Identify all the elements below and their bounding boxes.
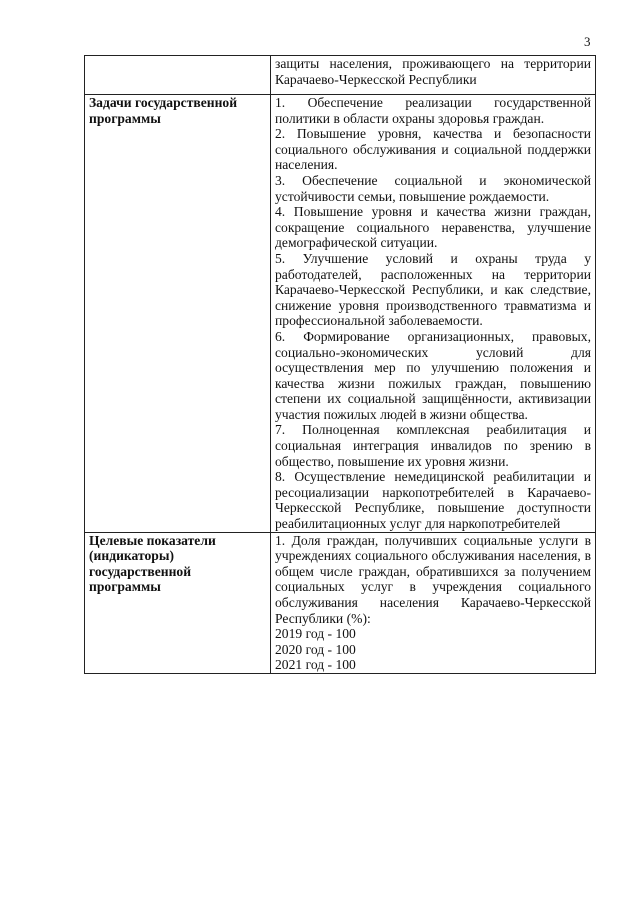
task-item-5: 5. Улучшение условий и охраны труда у работодателей, расположенных на территории Карачаево-Черкесской Республики, и как следствие, снижение уровня производственного травматизма и профессиональной заболеваемости. (275, 250, 591, 329)
task-item-6: 6. Формирование организационных, правовых, социально-экономических условий для осуществления мер по улучшению положения и качества жизни пожилых граждан, повышению степени их социальной защищённости, активизации участия пожилых людей в жизни общества. (275, 328, 591, 422)
content-paragraph: защиты населения, проживающего на территории Карачаево-Черкесской Республики (275, 56, 591, 87)
table-row-tasks (85, 95, 596, 533)
indicator-year-2019: 2019 год - 100 (275, 626, 356, 642)
task-item-8: 8. Осуществление немедицинской реабилитации и ресоциализации наркопотребителей в Карачаево-Черкесской Республике, повышение доступности реабилитационных услуг для наркопотребителей (275, 469, 591, 532)
table-row-indicators (85, 532, 596, 673)
row-content (271, 56, 596, 95)
page-number: 3 (584, 34, 591, 49)
task-item-7: 7. Полноценная комплексная реабилитация и социальная интеграция инвалидов по зрению в общество, повышение их уровня жизни. (275, 422, 591, 469)
row-content-indicators (271, 532, 596, 673)
indicator-year-2020: 2020 год - 100 (275, 641, 356, 657)
task-item-4: 4. Повышение уровня и качества жизни граждан, сокращение социального неравенства, улучшение демографической ситуации. (275, 204, 591, 251)
table-row-continuation (85, 56, 596, 95)
row-label-tasks: Задачи государственной программы (85, 95, 271, 533)
task-item-3: 3. Обеспечение социальной и экономической устойчивости семьи, повышение рождаемости. (275, 172, 591, 204)
program-passport-table (84, 55, 596, 674)
row-content-tasks (271, 95, 596, 533)
row-label (85, 56, 271, 95)
indicator-item-1: 1. Доля граждан, получивших социальные услуги в учреждениях социального обслуживания населения, в общем числе граждан, обратившихся за получением социальных услуг в учреждения социального обслуживания населения Карачаево-Черкесской Республики (%): (275, 532, 591, 626)
row-label-indicators: Целевые показатели (индикаторы) государственной программы (85, 532, 271, 673)
task-item-2: 2. Повышение уровня, качества и безопасности социального обслуживания и социальной поддержки населения. (275, 126, 591, 173)
indicator-year-2021: 2021 год - 100 (275, 657, 356, 673)
task-item-1: 1. Обеспечение реализации государственной политики в области охраны здоровья граждан. (275, 95, 591, 126)
